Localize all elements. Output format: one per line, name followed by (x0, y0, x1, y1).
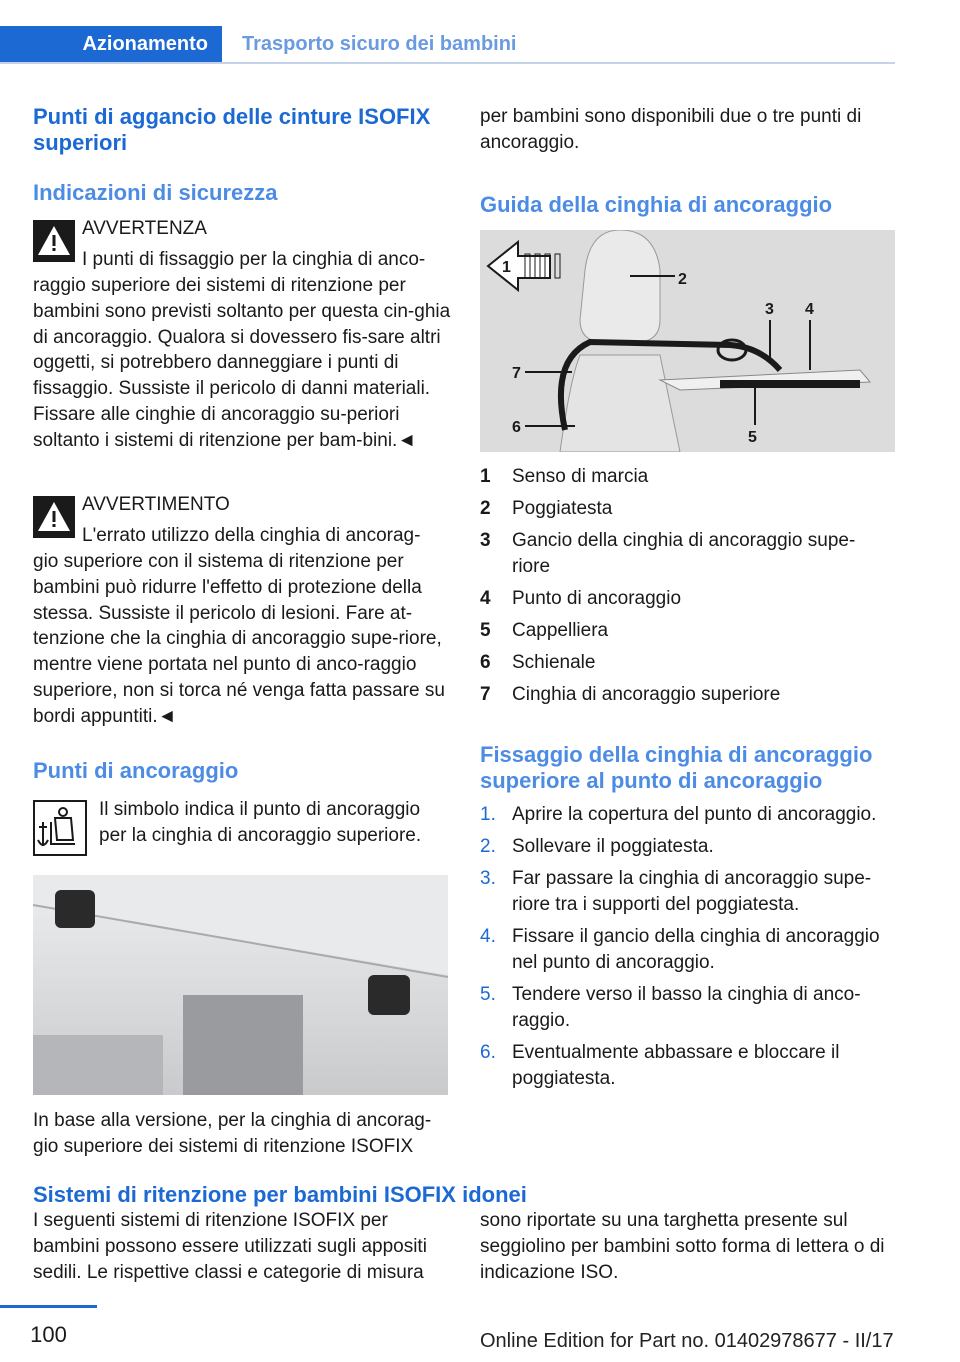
version-text: In base alla versione, per la cinghia di ancorag-gio superiore dei sistemi di ritenzione ISOFIX (33, 1110, 432, 1157)
legend-item (480, 586, 898, 612)
warning1-label: AVVERTENZA (82, 218, 207, 239)
step-text: Fissare il gancio della cinghia di ancoraggio nel punto di ancoraggio. (512, 926, 880, 973)
step-item (480, 924, 898, 976)
svg-text:7: 7 (512, 365, 521, 382)
guide-heading: Guida della cinghia di ancoraggio (480, 192, 833, 217)
legend-num: 7 (480, 684, 491, 705)
legend-item (480, 528, 898, 580)
legend-num: 4 (480, 588, 491, 609)
header-section-tab[interactable]: Azionamento (0, 26, 222, 62)
bottom-heading: Sistemi di ritenzione per bambini ISOFIX idonei (33, 1182, 527, 1207)
warning1-first-line: I punti di fissaggio per la cinghia di anco- (82, 249, 426, 270)
warning2-text: gio superiore con il sistema di ritenzione per bambini può ridurre l'effetto di protezione della stessa. Sussiste il pericolo di lesioni. Fare at-tenzione che la cinghia di ancoraggio supe-riore, mentre viene portata nel punto di anco-raggio superiore, non si torca né venga fatta passare su bordi appuntiti.◄ (33, 551, 445, 727)
legend-text: Cappelliera (512, 620, 609, 641)
continued-text: per bambini sono disponibili due o tre punti di ancoraggio. (480, 106, 862, 153)
footer-edition: Online Edition for Part no. 01402978677 - II/17 (480, 1330, 894, 1352)
step-text: Eventualmente abbassare e bloccare il poggiatesta. (512, 1042, 840, 1089)
anchor-points-photo (33, 875, 448, 1095)
legend-item (480, 682, 898, 708)
legend-num: 6 (480, 652, 491, 673)
footer-rule (0, 1305, 97, 1308)
fix-heading: Fissaggio della cinghia di ancoraggio superiore al punto di ancoraggio (480, 742, 873, 793)
diagram-legend (480, 464, 898, 708)
legend-item (480, 464, 898, 490)
step-num: 3. (480, 868, 496, 889)
svg-text:4: 4 (805, 301, 814, 318)
legend-num: 1 (480, 466, 491, 487)
svg-text:3: 3 (765, 301, 774, 318)
warning2-first-line: L'errato utilizzo della cinghia di ancorag- (82, 525, 421, 546)
step-text: Aprire la copertura del punto di ancoraggio. (512, 804, 877, 825)
step-num: 6. (480, 1042, 496, 1063)
legend-item (480, 650, 898, 676)
anchor-symbol-icon (33, 800, 87, 856)
svg-text:1: 1 (502, 259, 511, 276)
legend-num: 2 (480, 498, 491, 519)
page-number: 100 (30, 1322, 67, 1347)
legend-text: Punto di ancoraggio (512, 588, 682, 609)
step-item (480, 802, 898, 828)
bottom-right-text: sono riportate su una targhetta presente sul seggiolino per bambini sotto forma di lettera o di indicazione ISO. (480, 1210, 885, 1283)
legend-item (480, 496, 898, 522)
svg-text:6: 6 (512, 419, 521, 436)
legend-text: Senso di marcia (512, 466, 649, 487)
safety-heading: Indicazioni di sicurezza (33, 180, 278, 205)
warning2-label: AVVERTIMENTO (82, 494, 230, 515)
step-num: 2. (480, 836, 496, 857)
steps-list (480, 802, 898, 1098)
legend-text: Cinghia di ancoraggio superiore (512, 684, 781, 705)
anchor-text: Il simbolo indica il punto di ancoraggio per la cinghia di ancoraggio superiore. (99, 799, 422, 846)
step-num: 4. (480, 926, 496, 947)
step-item (480, 982, 898, 1034)
legend-num: 3 (480, 530, 491, 551)
step-item (480, 1040, 898, 1092)
step-item (480, 834, 898, 860)
section-title: Punti di aggancio delle cinture ISOFIX superiori (33, 104, 431, 155)
legend-item (480, 618, 898, 644)
warning-icon (33, 496, 75, 538)
warning-icon (33, 220, 75, 262)
step-text: Tendere verso il basso la cinghia di anco-raggio. (512, 984, 861, 1031)
step-text: Far passare la cinghia di ancoraggio supe-riore tra i supporti del poggiatesta. (512, 868, 872, 915)
anchor-heading: Punti di ancoraggio (33, 758, 239, 783)
legend-text: Schienale (512, 652, 596, 673)
step-text: Sollevare il poggiatesta. (512, 836, 714, 857)
step-item (480, 866, 898, 918)
svg-text:2: 2 (678, 271, 687, 288)
step-num: 5. (480, 984, 496, 1005)
bottom-left-text: I seguenti sistemi di ritenzione ISOFIX per bambini possono essere utilizzati sugli appositi sedili. Le rispettive classi e categorie di misura (33, 1210, 427, 1283)
warning1-text: raggio superiore dei sistemi di ritenzione per bambini sono previsti soltanto per questa cin-ghia di ancoraggio. Qualora si dovessero fis-sare altri oggetti, si potrebbero danneggiare i punti di fissaggio. Sussiste il pericolo di danni materiali. Fissare alle cinghie di ancoraggio su-periori soltanto i sistemi di ritenzione per bam-bini.◄ (33, 275, 451, 451)
header-chapter-tab[interactable]: Trasporto sicuro dei bambini (242, 33, 517, 55)
legend-text: Gancio della cinghia di ancoraggio supe-riore (512, 530, 856, 577)
step-num: 1. (480, 804, 496, 825)
legend-num: 5 (480, 620, 491, 641)
legend-text: Poggiatesta (512, 498, 613, 519)
svg-text:5: 5 (748, 429, 757, 446)
anchor-strap-diagram (480, 230, 895, 452)
